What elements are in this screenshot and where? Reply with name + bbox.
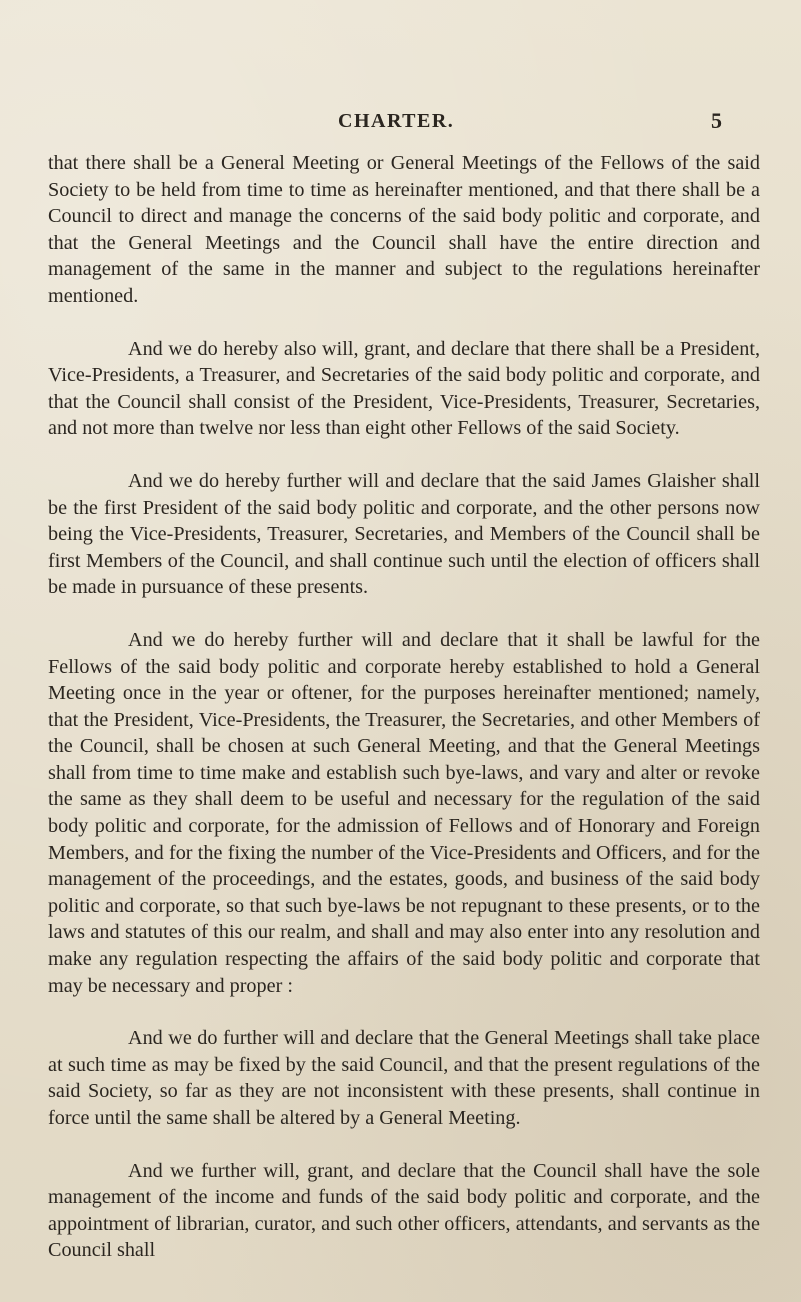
- paragraph-1: that there shall be a General Meeting or General Meetings of the Fellows of the said Society to be held from time to time as hereinafter mentioned, and that there shall be a Council to direct and manage the concerns of the said body politic and corporate, and that the General Meetings and the Council shall have the entire direction and management of the same in the manner and subject to the regulations hereinafter mentioned.: [48, 152, 760, 307]
- paragraph-6: And we further will, grant, and declare that the Council shall have the sole management of the income and funds of the said body politic and corporate, and the appointment of librarian, curator, and such other officers, attendants, and servants as the Council shall: [48, 1159, 760, 1262]
- paragraph-5: And we do further will and declare that the General Meetings shall take place at such time as may be fixed by the said Council, and that the present regulations of the said Society, so far as they are not inconsistent with these presents, shall continue in force until the same shall be altered by a General Meeting.: [48, 1027, 760, 1129]
- page-number: 5: [711, 108, 722, 133]
- running-header: [0, 110, 801, 140]
- paragraph-3: And we do hereby further will and declare that the said James Glaisher shall be the first President of the said body politic and corporate, and the other persons now being the Vice-Presidents, Treasurer, Secretaries, and Members of the Council shall be first Members of the Council, and shall continue such until the election of officers shall be made in pursuance of these presents.: [48, 469, 760, 599]
- body-text: [48, 150, 760, 1290]
- paragraph-4: And we do hereby further will and declare that it shall be lawful for the Fellows of the said body politic and corporate hereby established to hold a General Meeting once in the year or oftener, for the purposes hereinafter mentioned; namely, that the President, Vice-Presidents, the Treasurer, the Secretaries, and other Members of the Council, shall be chosen at such General Meeting, and that the General Meetings shall from time to time make and establish such bye-laws, and vary and alter or revoke the same as they shall deem to be useful and necessary for the regulation of the said body politic and corporate, for the admission of Fellows and of Honorary and Foreign Members, and for the fixing the number of the Vice-Presidents and Officers, and for the management of the proceedings, and the estates, goods, and business of the said body politic and corporate, so that such bye-laws be not repugnant to these presents, or to the laws and statutes of this our realm, and shall and may also enter into any resolution and make any regulation respecting the affairs of the said body politic and corporate that may be necessary and proper :: [48, 628, 760, 997]
- paragraph-2: And we do hereby also will, grant, and declare that there shall be a President, Vice-Presidents, a Treasurer, and Secretaries of the said body politic and corporate, and that the Council shall consist of the President, Vice-Presidents, Treasurer, Secretaries, and not more than twelve nor less than eight other Fellows of the said Society.: [48, 337, 760, 440]
- running-title: CHARTER.: [338, 110, 455, 132]
